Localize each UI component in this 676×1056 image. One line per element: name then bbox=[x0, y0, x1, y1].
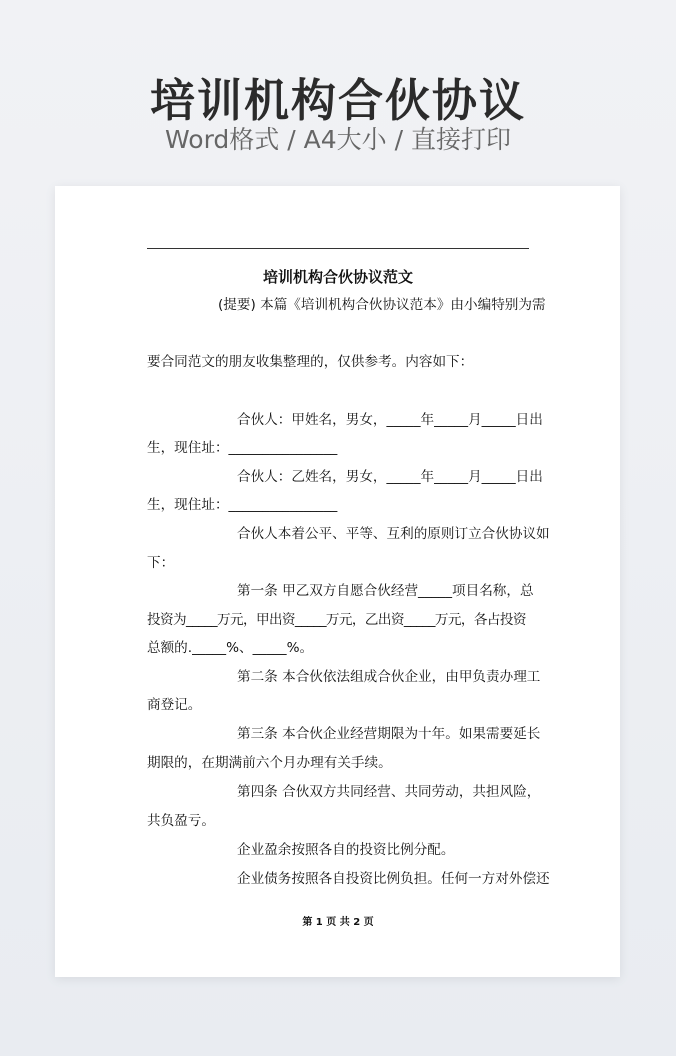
document-title: 培训机构合伙协议范文 bbox=[262, 268, 413, 286]
paragraph-line: 商登记。 bbox=[147, 697, 202, 713]
page-number: 第 1 页 共 2 页 bbox=[302, 917, 374, 928]
document-page bbox=[55, 186, 620, 977]
paragraph-line: 共负盈亏。 bbox=[147, 813, 215, 829]
paragraph-line: 要合同范文的朋友收集整理的，仅供参考。内容如下： bbox=[147, 354, 474, 370]
page-subtitle: Word格式 / A4大小 / 直接打印 bbox=[165, 125, 511, 154]
paragraph-line: 企业债务按照各自投资比例负担。任何一方对外偿还 bbox=[237, 871, 550, 887]
paragraph-line: 总额的._____%、_____%。 bbox=[147, 640, 314, 656]
paragraph-line: 投资为_____万元，甲出资_____万元，乙出资_____万元，各占投资 bbox=[147, 612, 526, 628]
paragraph-line: 合伙人本着公平、平等、互利的原则订立合伙协议如 bbox=[237, 526, 550, 542]
paragraph-line: 第一条 甲乙双方自愿合伙经营_____项目名称，总 bbox=[237, 583, 534, 599]
paragraph-line: 下： bbox=[147, 555, 175, 571]
header-rule bbox=[147, 248, 529, 249]
page-title: 培训机构合伙协议 bbox=[149, 74, 526, 127]
paragraph-line: 第四条 合伙双方共同经营、共同劳动，共担风险， bbox=[237, 784, 541, 800]
paragraph-line: 合伙人：甲姓名，男女，_____年_____月_____日出 bbox=[237, 412, 543, 428]
paragraph-line: 生，现住址：________________ bbox=[147, 440, 338, 456]
paragraph-line: 第二条 本合伙依法组成合伙企业，由甲负责办理工 bbox=[237, 669, 541, 685]
paragraph-line: (提要) 本篇《培训机构合伙协议范本》由小编特别为需 bbox=[218, 297, 546, 313]
paragraph-line: 期限的，在期满前六个月办理有关手续。 bbox=[147, 755, 392, 771]
paragraph-line: 第三条 本合伙企业经营期限为十年。如果需要延长 bbox=[237, 726, 541, 742]
paragraph-line: 生，现住址：________________ bbox=[147, 497, 338, 513]
paragraph-line: 合伙人：乙姓名，男女，_____年_____月_____日出 bbox=[237, 469, 543, 485]
paragraph-line: 企业盈余按照各自的投资比例分配。 bbox=[237, 842, 455, 858]
